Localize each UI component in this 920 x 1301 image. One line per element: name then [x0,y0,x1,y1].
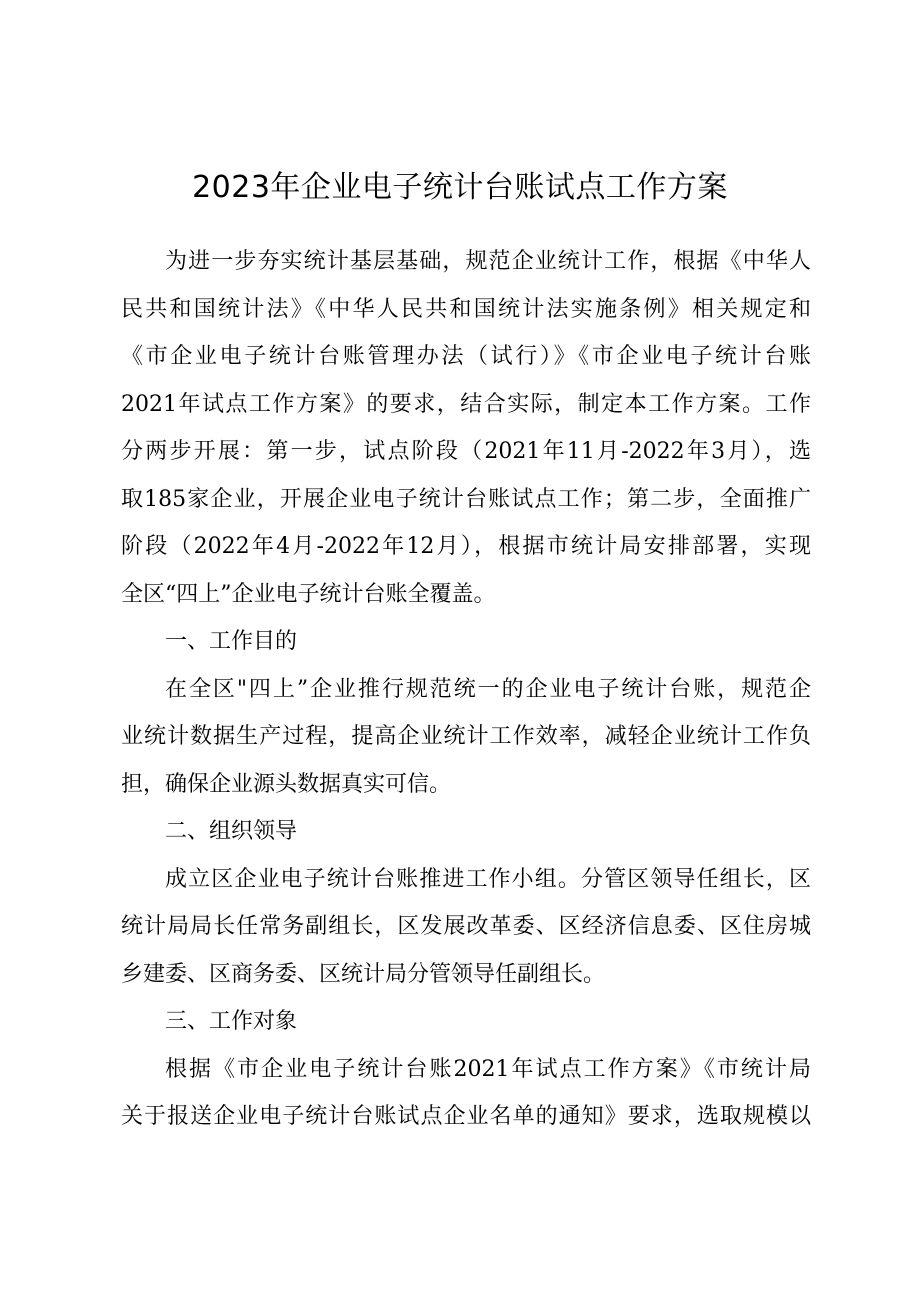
section-heading: 三、工作对象 [165,1009,298,1034]
section-heading: 二、组织领导 [165,819,298,844]
paragraph-line: 成立区企业电子统计台账推进工作小组。分管区领导任组长，区 [165,866,811,892]
section-heading: 一、工作目的 [165,629,298,654]
document-title: 2023年企业电子统计台账试点工作方案 [192,170,728,205]
paragraph-line: 为进一步夯实统计基层基础，规范企业统计工作，根据《中华人 [165,249,811,274]
paragraph-line: 分两步开展：第一步，试点阶段（2021年11月-2022年3月），选 [121,439,811,464]
paragraph-line: 2021年试点工作方案》的要求，结合实际，制定本工作方案。工作 [121,391,811,417]
paragraph-line: 乡建委、区商务委、区统计局分管领导任副组长。 [121,961,606,987]
paragraph-line: 《市企业电子统计台账管理办法（试行）》《市企业电子统计台账 [121,344,811,369]
paragraph-line: 全区“四上”企业电子统计台账全覆盖。 [121,581,496,607]
document-body [121,238,811,1141]
paragraph-line: 民共和国统计法》《中华人民共和国统计法实施条例》相关规定和 [121,296,811,322]
paragraph-line: 取185家企业，开展企业电子统计台账试点工作；第二步，全面推广 [121,486,811,512]
paragraph-line: 统计局局长任常务副组长，区发展改革委、区经济信息委、区住房城 [121,914,811,939]
paragraph-line: 业统计数据生产过程，提高企业统计工作效率，减轻企业统计工作负 [121,724,811,749]
paragraph-line: 担，确保企业源头数据真实可信。 [121,771,452,797]
paragraph-line: 关于报送企业电子统计台账试点企业名单的通知》要求，选取规模以 [121,1104,811,1129]
paragraph-line: 根据《市企业电子统计台账2021年试点工作方案》《市统计局 [165,1056,811,1082]
paragraph-line: 在全区"四上”企业推行规范统一的企业电子统计台账，规范企 [165,676,811,702]
paragraph-line: 阶段（2022年4月-2022年12月），根据市统计局安排部署，实现 [121,534,811,559]
